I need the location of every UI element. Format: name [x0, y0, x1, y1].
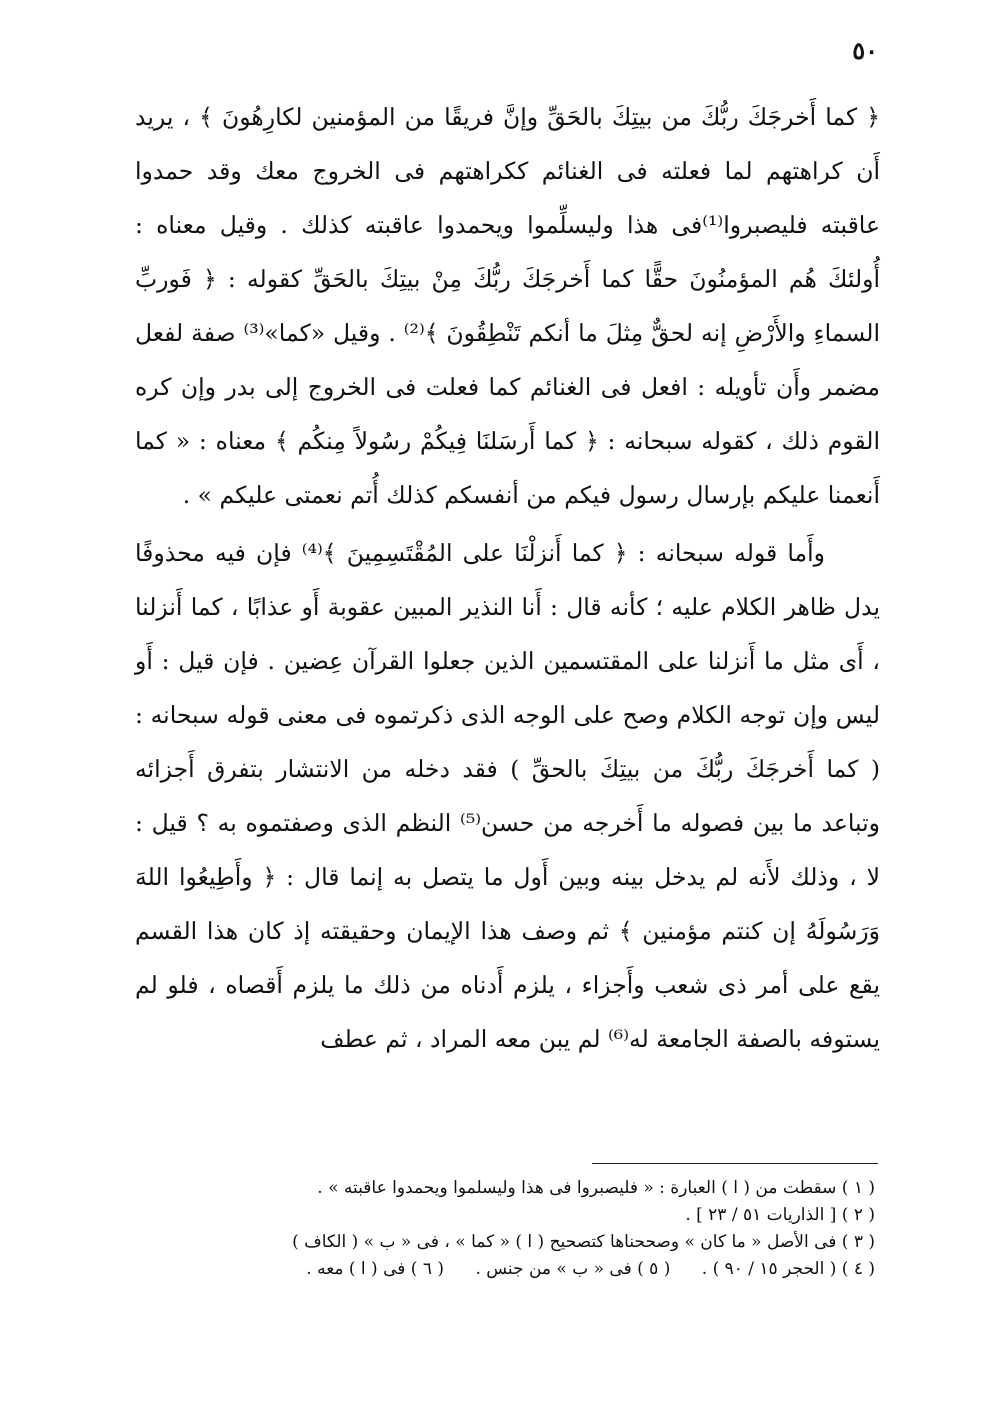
footnote-part: ( ٦ ) فى ( ا ) معه .	[306, 1259, 445, 1279]
footnote-part: ( ٥ ) فى « ب » من جنس .	[475, 1259, 671, 1279]
paragraph: ﴿ كما أَخرجَكَ ربُّكَ من بيتِكَ بالحَقِّ وإنَّ فريقًا من المؤمنين لكارِهُونَ ﴾ ، يريد أَن كراهتهم لما فعلته فى الغنائم ككراهتهم فى الخروج معك وقد حمدوا عاقبته فليصبروا⁽¹⁾فى هذا وليسلِّموا ويحمدوا عاقبته كذلك . وقيل معناه : أُولئكَ هُم المؤمنُونَ حقًّا كما أَخرجَكَ ربُّكَ مِنْ بيتِكَ بالحَقِّ كقوله : ﴿ فَوربِّ السماءِ والأَرْضِ إنه لحقٌّ مِثلَ ما أنكم تَنْطِقُونَ ﴾⁽²⁾ . وقيل «كما»⁽³⁾ صفة لفعل مضمر وأَن تأويله : افعل فى الغنائم كما فعلت فى الخروج إلى بدر وإن كره القوم ذلك ، كقوله سبحانه : ﴿ كما أَرسَلنَا فِيكُمْ رسُولاً مِنكُم ﴾ معناه : « كما أَنعمنا عليكم بإرسال رسول فيكم من أنفسكم كذلك أُتم نعمتى عليكم » .	[135, 103, 880, 509]
footnote: ( ٢ ) [ الذاريات ٥١ / ٢٣ ] .	[685, 1205, 875, 1225]
footnote: ( ٣ ) فى الأصل « ما كان » وصححناها كتصحيح ( ا ) « كما » ، فى « ب » ( الكاف )	[292, 1232, 875, 1252]
footnote	[140, 1256, 875, 1283]
page-number: ٥٠	[852, 36, 878, 65]
footnotes	[140, 1175, 875, 1283]
footnote: ( ١ ) سقطت من ( ا ) العبارة : « فليصبروا فى هذا وليسلموا ويحمدوا عاقبته » .	[317, 1178, 875, 1198]
footnote-separator	[592, 1163, 878, 1164]
main-text	[135, 90, 880, 1066]
paragraph: وأَما قوله سبحانه : ﴿ كما أَنزلْنَا على المُقْتَسِمِينَ ﴾⁽⁴⁾ فإن فيه محذوفًا يدل ظاهر الكلام عليه ؛ كأنه قال : أَنا النذير المبين عقوبة أَو عذابًا ، كما أَنزلنا ، أَى مثل ما أَنزلنا على المقتسمين الذين جعلوا القرآن عِضين . فإن قيل : أَو ليس وإن توجه الكلام وصح على الوجه الذى ذكرتموه فى معنى قوله سبحانه : ( كما أَخرجَكَ ربُّكَ من بيتِكَ بالحقِّ ) فقد دخله من الانتشار بتفرق أَجزائه وتباعد ما بين فصوله ما أَخرجه من حسن⁽⁵⁾ النظم الذى وصفتموه به ؟ قيل : لا ، وذلك لأَنه لم يدخل بينه وبين أَول ما يتصل به إنما قال : ﴿ وأَطِيعُوا اللهَ وَرَسُولَهُ إن كنتم مؤمنين ﴾ ثم وصف هذا الإيمان وحقيقته إذ كان هذا القسم يقع على أمر ذى شعب وأَجزاء ، يلزم أَدناه من ذلك ما يلزم أَقصاه ، فلو لم يستوفه بالصفة الجامعة له⁽⁶⁾ لم يبن معه المراد ، ثم عطف	[135, 539, 881, 1053]
footnote-part: ( ٤ ) ( الحجر ١٥ / ٩٠ ) .	[701, 1259, 875, 1279]
